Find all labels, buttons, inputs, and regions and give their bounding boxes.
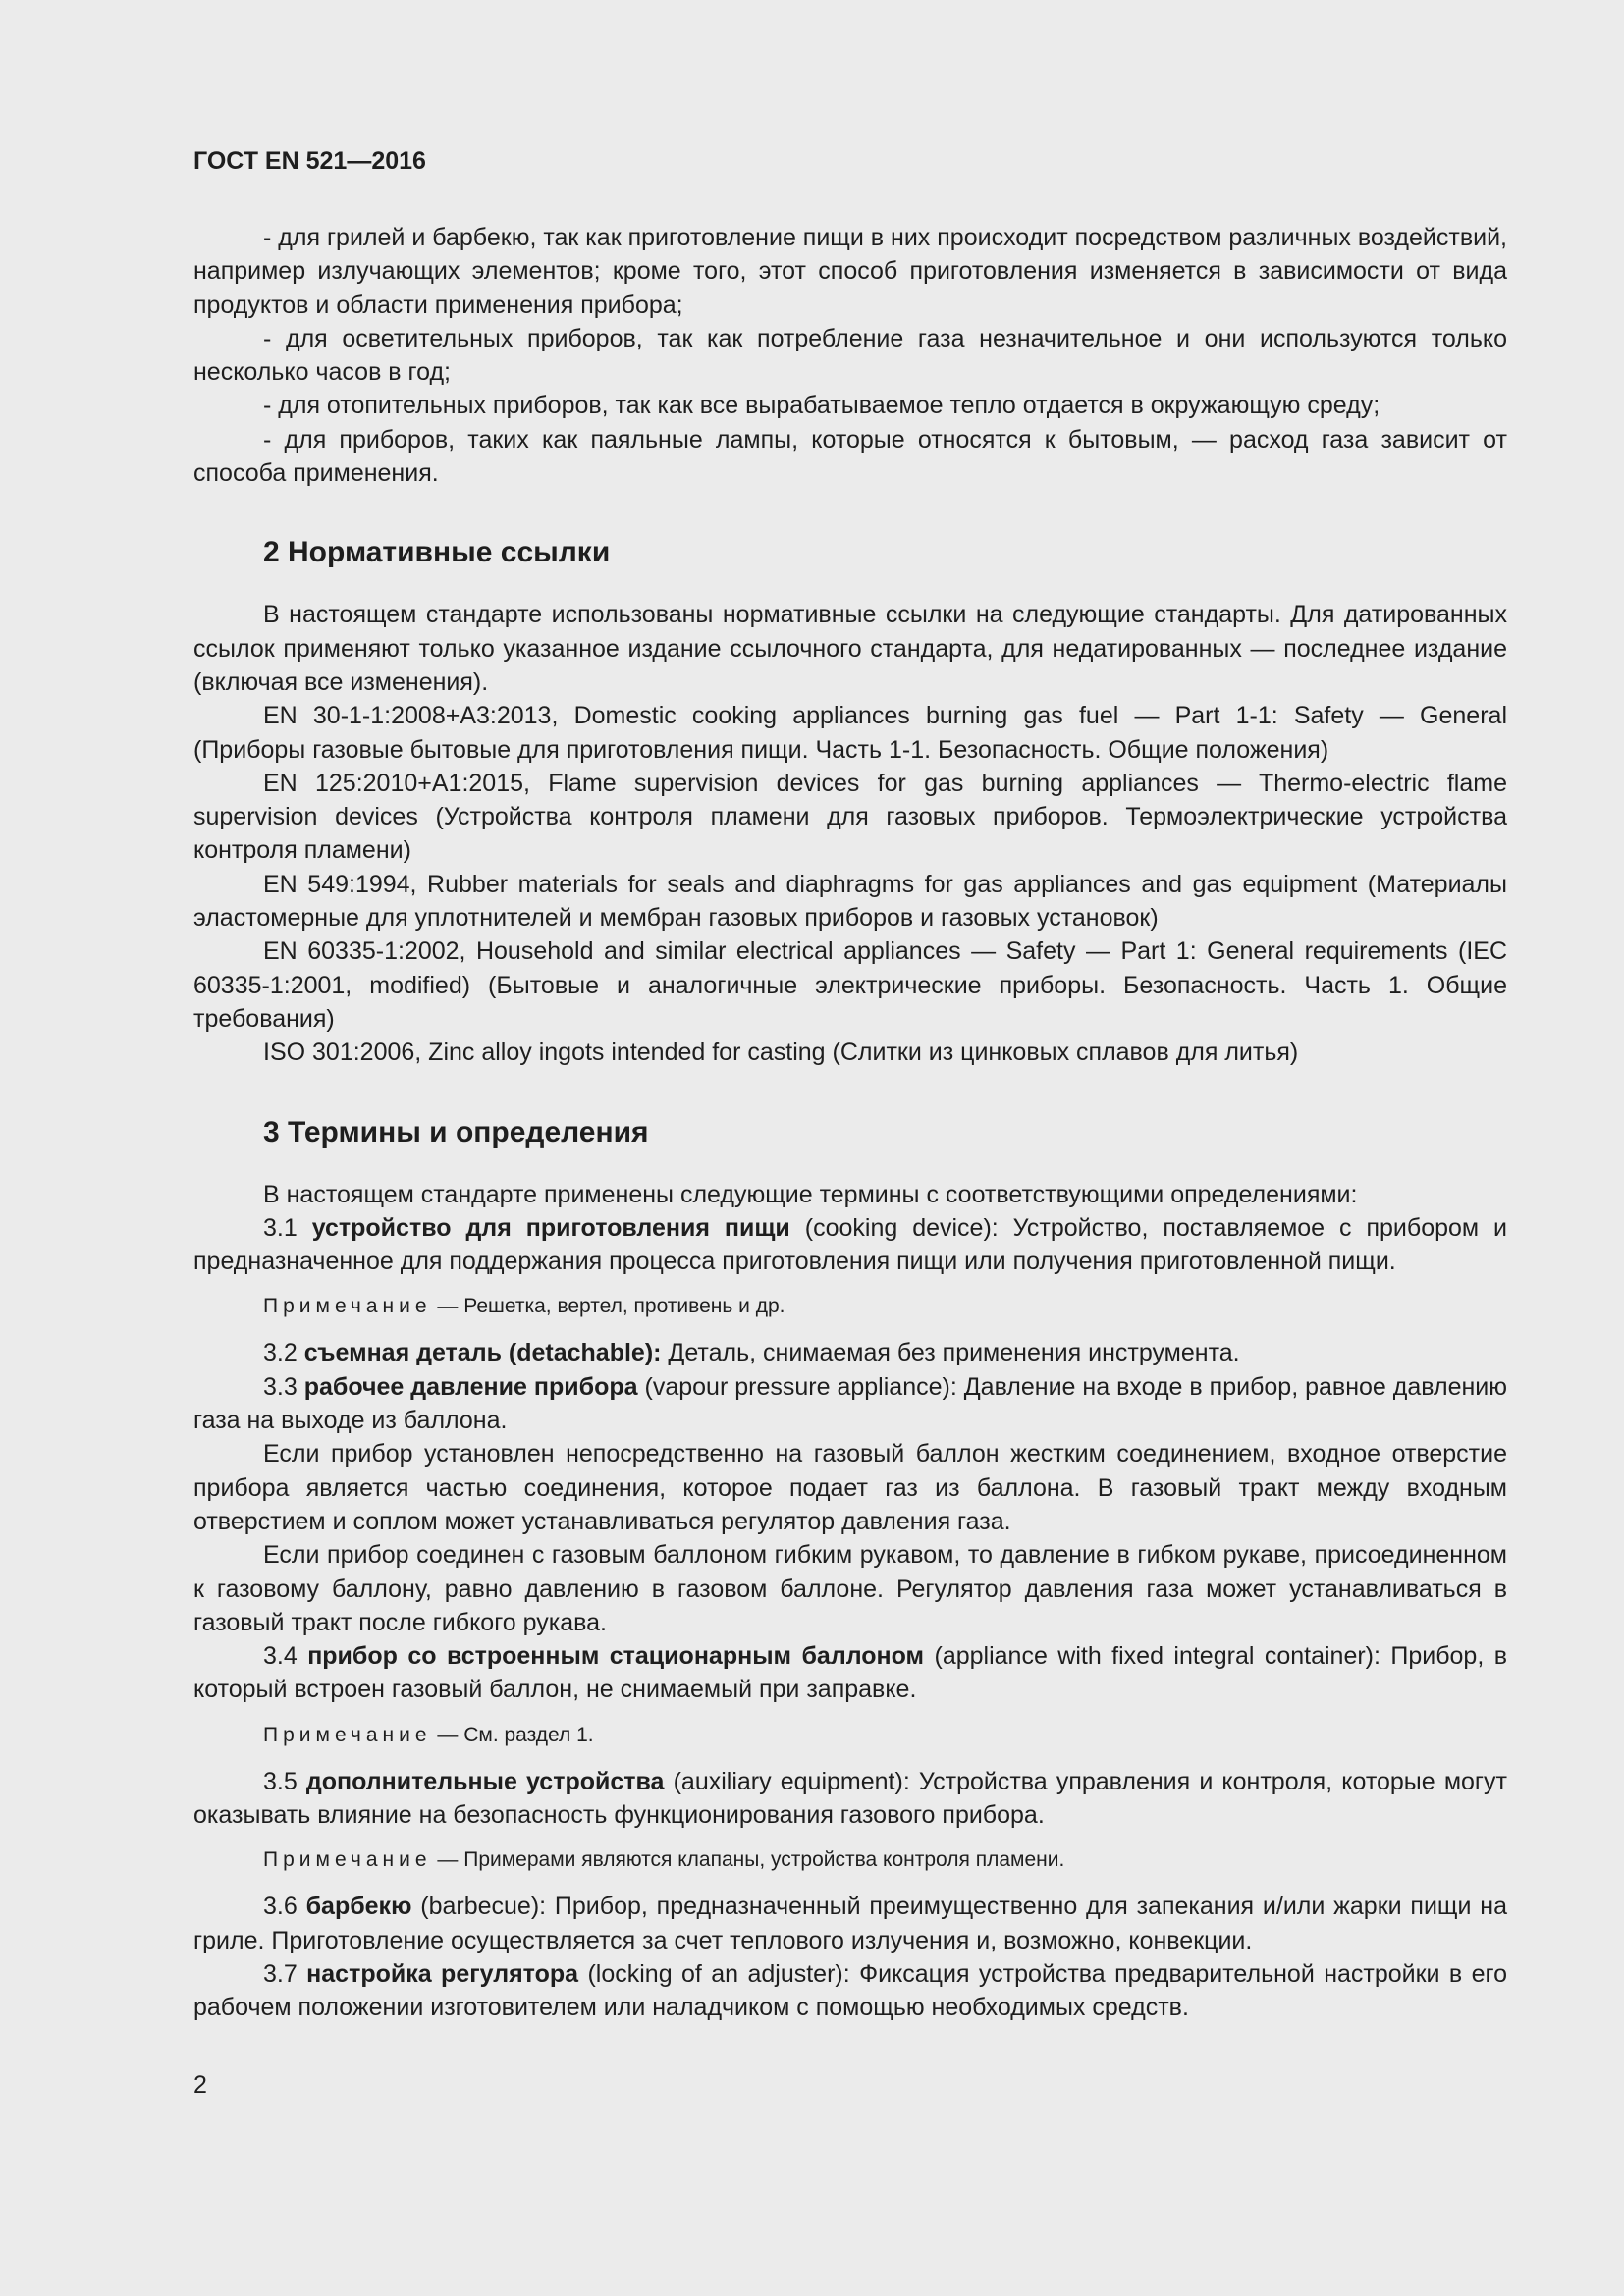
intro-item: - для грилей и барбекю, так как приготовление пищи в них происходит посредством различных воздействий, например излучающих элементов; кроме того, этот способ приготовления изменяется в зависимости от вида продуктов и области применения прибора; [193,224,1507,319]
note [263,1290,1507,1323]
note-text: — Решетка, вертел, противень и др. [431,1295,785,1318]
reference-item: ISO 301:2006, Zinc alloy ingots intended for casting (Слитки из цинковых сплавов для литья) [263,1039,1299,1067]
note-label: Примечание [263,1723,432,1746]
term-number: 3.1 [263,1213,312,1242]
term-definition: (appliance with fixed integral container): Прибор, в который встроен газовый баллон, не снимаемый при заправке. [193,1642,1507,1704]
term-title: устройство для приготовления пищи [311,1213,790,1242]
intro-item: - для осветительных приборов, так как потребление газа незначительное и они используются только несколько часов в год; [193,324,1507,387]
intro-item: - для отопительных приборов, так как все вырабатываемое тепло отдается в окружающую среду; [263,392,1380,420]
term-definition: (cooking device): Устройство, поставляемое с прибором и предназначенное для поддержания процесса приготовления пищи или получения приготовленной пищи. [193,1213,1508,1276]
term-number: 3.5 [263,1767,306,1795]
term-title: съемная деталь (detachable): [303,1339,662,1367]
note-text: — См. раздел 1. [431,1723,594,1746]
document-id-header: ГОСТ EN 521—2016 [193,147,426,175]
section-3-intro: В настоящем стандарте применены следующие термины с соответствующими определениями: [263,1180,1358,1208]
term-number: 3.4 [263,1642,308,1671]
term-number: 3.7 [263,1959,307,1988]
page-number: 2 [193,2071,207,2099]
term-definition: (barbecue): Прибор, предназначенный преимущественно для запекания и/или жарки пищи на гриле. Приготовление осуществляется за счет теплового излучения и, возможно, конвекции. [193,1893,1508,1954]
term-3-3-paragraph: Если прибор установлен непосредственно на газовый баллон жестким соединением, входное отверстие прибора является частью соединения, которое подает газ из баллона. В газовый тракт между входным отверстием и соплом может устанавливаться регулятор давления газа. [193,1440,1507,1535]
term-3-4 [193,1639,1507,1707]
term-3-5 [193,1765,1507,1833]
note-text: — Примерами являются клапаны, устройства контроля пламени. [431,1848,1065,1872]
term-number: 3.6 [263,1893,306,1921]
document-page [193,147,1507,2024]
reference-item: EN 30-1-1:2008+A3:2013, Domestic cooking appliances burning gas fuel — Part 1-1: Safety — General (Приборы газовые бытовые для приготовления пищи. Часть 1-1. Безопасность. Общие положения) [193,702,1507,764]
term-title: рабочее давление прибора [303,1372,638,1401]
term-3-3 [193,1370,1507,1438]
term-title: барбекю [305,1893,412,1921]
term-3-1 [193,1211,1507,1279]
reference-item: EN 549:1994, Rubber materials for seals and diaphragms for gas appliances and gas equipment (Материалы эластомерные для уплотнителей и мембран газовых приборов и газовых установок) [193,870,1507,933]
note [263,1843,1507,1877]
section-2-intro: В настоящем стандарте использованы нормативные ссылки на следующие стандарты. Для датированных ссылок применяют только указанное издание ссылочного стандарта, для недатированных — последнее издание (включая все изменения). [193,601,1507,696]
note-label: Примечание [263,1295,432,1318]
term-title: настройка регулятора [306,1959,579,1988]
term-3-3-paragraph: Если прибор соединен с газовым баллоном гибким рукавом, то давление в гибком рукаве, присоединенном к газовому баллону, равно давлению в газовом баллоне. Регулятор давления газа может устанавливаться в газовый тракт после гибкого рукава. [193,1541,1507,1636]
reference-item: EN 125:2010+A1:2015, Flame supervision devices for gas burning appliances — Thermo-electric flame supervision devices (Устройства контроля пламени для газовых приборов. Термоэлектрические устройства контроля пламени) [193,769,1507,865]
note [263,1719,1507,1752]
term-title: прибор со встроенным стационарным баллоном [307,1642,925,1671]
section-2-heading: 2 Нормативные ссылки [263,536,611,569]
term-definition: (locking of an adjuster): Фиксация устройства предварительной настройки в его рабочем положении изготовителем или наладчиком с помощью необходимых средств. [193,1959,1507,2022]
note-label: Примечание [263,1848,432,1872]
intro-item: - для приборов, таких как паяльные лампы, которые относятся к бытовым, — расход газа зависит от способа применения. [193,425,1507,488]
term-definition: (auxiliary equipment): Устройства управления и контроля, которые могут оказывать влияние на безопасность функционирования газового прибора. [193,1767,1507,1829]
term-title: дополнительные устройства [305,1767,665,1795]
term-number: 3.3 [263,1372,304,1401]
reference-item: EN 60335-1:2002, Household and similar electrical appliances — Safety — Part 1: General requirements (IEC 60335-1:2001, modified) (Бытовые и аналогичные электрические приборы. Безопасность. Часть 1. Общие требования) [193,937,1507,1033]
term-number: 3.2 [263,1339,304,1367]
term-definition: Деталь, снимаемая без применения инструмента. [661,1339,1240,1367]
term-definition: (vapour pressure appliance): Давление на входе в прибор, равное давлению газа на выходе из баллона. [193,1372,1508,1435]
term-3-7 [193,1957,1507,2025]
intro-list [193,221,1507,490]
term-3-2 [193,1336,1507,1369]
section-3-heading: 3 Термины и определения [263,1115,649,1148]
term-3-6 [193,1890,1507,1957]
